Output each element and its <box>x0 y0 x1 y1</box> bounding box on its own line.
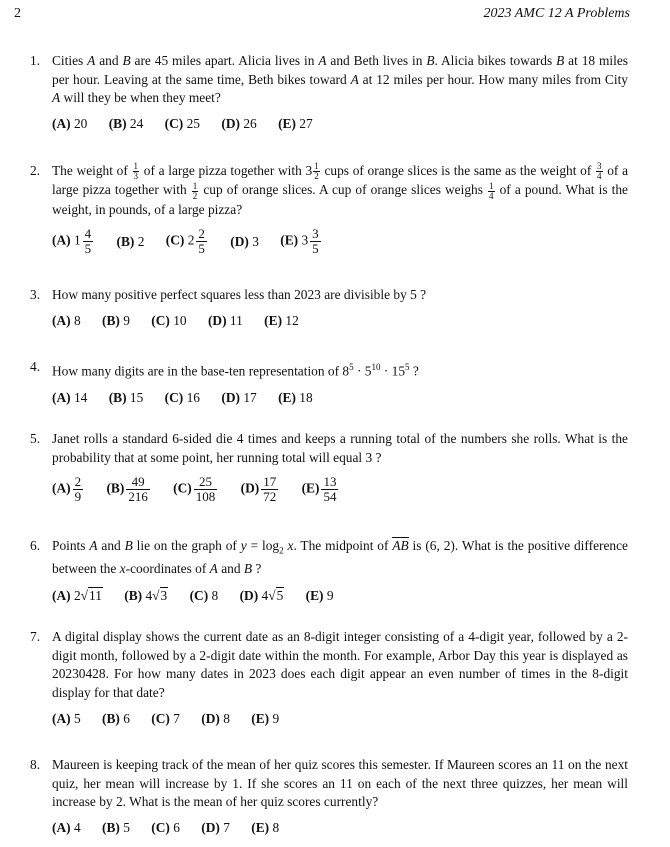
problem-8-body: Maureen is keeping track of the mean of her quiz scores this semester. If Maureen scores an 11 on the next quiz, her mean will increase by 1. If she scores an 11 on each of the next three quizzes, her mean will increase by 2. What is the mean of her quiz scores currently? <box>52 757 628 809</box>
choice-d[interactable]: (D) 8 <box>201 710 230 726</box>
answer-choices <box>30 710 628 727</box>
problem-number: 2. <box>30 163 41 178</box>
problem-1 <box>30 52 628 132</box>
choice-e[interactable]: (E) 9 <box>251 710 280 726</box>
choice-b[interactable]: (B) 4√3 <box>124 587 168 603</box>
choice-b[interactable]: (B) 6 <box>102 710 130 726</box>
choice-c[interactable]: (C) $\frac{25}{108}$ <box>173 474 216 504</box>
problem-text: 3. How many positive perfect squares less than 2023 are divisible by 5 ? <box>30 286 628 305</box>
problem-text <box>30 628 628 702</box>
choice-a[interactable]: (A) 20 <box>52 116 88 132</box>
problem-text: 1. Cities A and B are 45 miles apart. Alicia lives in A and Beth lives in B. Alicia bikes towards B at 18 miles per hour. Leaving at the same time, Beth bikes toward A at 12 miles per hour. How many miles from City A will they be when they meet? <box>30 53 628 105</box>
choice-e[interactable]: (E) 3 $\frac{3}{5}$ <box>280 226 319 257</box>
answer-choices <box>30 389 628 406</box>
choice-c[interactable]: (C) 16 <box>164 389 201 405</box>
problem-number: 4. <box>30 359 41 374</box>
choice-a[interactable]: (A) $\frac{2}{9}$ <box>52 474 82 504</box>
page-number: 2 <box>14 6 21 21</box>
problem-text: 6. Points A and B lie on the graph of $y = \log_2 x$. The midpoint of AB is (6, 2). What is the positive difference between the x-coordinates of A and B ? <box>30 538 628 577</box>
choice-c[interactable]: (C) 8 <box>189 587 219 603</box>
choice-c[interactable]: (C) 2 $\frac{2}{5}$ <box>165 226 205 257</box>
choice-e[interactable]: (E) 12 <box>264 313 299 329</box>
choice-b[interactable]: (B) $\frac{49}{216}$ <box>106 474 148 504</box>
choice-a[interactable]: (A) 2√11 <box>52 587 102 603</box>
problem-5 <box>30 430 628 504</box>
problem-text <box>30 756 628 812</box>
choice-d[interactable]: (D) 26 <box>221 116 257 132</box>
choice-b[interactable]: (B) 5 <box>102 820 130 836</box>
choice-e[interactable]: (E) 8 <box>251 820 280 836</box>
problem-number: 1. <box>30 53 41 68</box>
answer-choices <box>30 820 628 837</box>
problem-number: 3. <box>30 287 41 302</box>
problem-8 <box>30 756 628 836</box>
choice-c[interactable]: (C) 10 <box>151 313 187 329</box>
choice-d[interactable]: (D) 7 <box>201 820 230 836</box>
choice-c[interactable]: (C) 25 <box>164 116 201 132</box>
choice-b[interactable]: (B) 15 <box>108 389 144 405</box>
answer-choices <box>30 475 628 504</box>
problem-2 <box>30 162 628 256</box>
choice-a[interactable]: (A) 1 $\frac{4}{5}$ <box>52 226 92 257</box>
choice-b[interactable]: (B) 9 <box>102 313 130 329</box>
problem-7 <box>30 628 628 727</box>
choice-a[interactable]: (A) 8 <box>52 313 81 329</box>
problem-number: 7. <box>30 629 41 644</box>
choice-e[interactable]: (E) 9 <box>305 587 334 603</box>
page-header-title: 2023 AMC 12 A Problems <box>483 6 630 21</box>
choice-d[interactable]: (D) 11 <box>207 313 243 329</box>
problem-number: 8. <box>30 757 41 772</box>
choice-d[interactable]: (D) 3 <box>230 233 259 249</box>
problem-number: 5. <box>30 431 41 446</box>
problem-text: 2. The weight of $\frac{1}{3}$ of a large pizza together with 3 $\frac{1}{2}$ cups of orange slices is the same as the weight of $\frac{3}{4}$ of a large pizza together with $\frac{1}{2}$ cup of orange slices. A cup of orange slices weighs $\frac{1}{4}$ of a pound. What is the weight, in pounds, of a large pizza? <box>30 161 629 217</box>
problem-4 <box>30 358 628 406</box>
choice-a[interactable]: (A) 14 <box>52 389 88 405</box>
choice-b[interactable]: (B) 24 <box>108 116 144 132</box>
choice-d[interactable]: (D) 17 <box>221 389 257 405</box>
choice-e[interactable]: (E) 27 <box>278 116 313 132</box>
answer-choices <box>30 227 628 256</box>
problem-text: 5. Janet rolls a standard 6-sided die 4 times and keeps a running total of the numbers she rolls. What is the probability that at some point, her running total will equal 3 ? <box>30 431 628 465</box>
choice-c[interactable]: (C) 6 <box>151 820 180 836</box>
choice-a[interactable]: (A) 4 <box>52 820 81 836</box>
choice-a[interactable]: (A) 5 <box>52 710 81 726</box>
choice-c[interactable]: (C) 7 <box>151 710 180 726</box>
problem-7-body: A digital display shows the current date as an 8-digit integer consisting of a 4-digit year, followed by a 2-digit month, followed by a 2-digit date within the month. For example, Arbor Day this year is displayed as 20230428. For how many dates in 2023 does each digit appear an even number of times in the 8-digit display for that date? <box>52 629 628 700</box>
answer-choices <box>30 587 628 604</box>
choice-b[interactable]: (B) 2 <box>116 233 145 249</box>
problem-3 <box>30 286 628 329</box>
problem-text: 4. How many digits are in the base-ten representation of $8^5 \cdot 5^{10} \cdot 15^5$ ? <box>30 359 419 379</box>
answer-choices <box>30 313 628 330</box>
problem-6 <box>30 537 628 604</box>
problem-number: 6. <box>30 538 41 553</box>
choice-d[interactable]: (D) $\frac{17}{72}$ <box>240 474 277 504</box>
choice-e[interactable]: (E) 18 <box>278 389 313 405</box>
answer-choices <box>30 116 628 133</box>
choice-e[interactable]: (E) $\frac{13}{54}$ <box>301 474 337 504</box>
choice-d[interactable]: (D) 4√5 <box>239 587 284 603</box>
